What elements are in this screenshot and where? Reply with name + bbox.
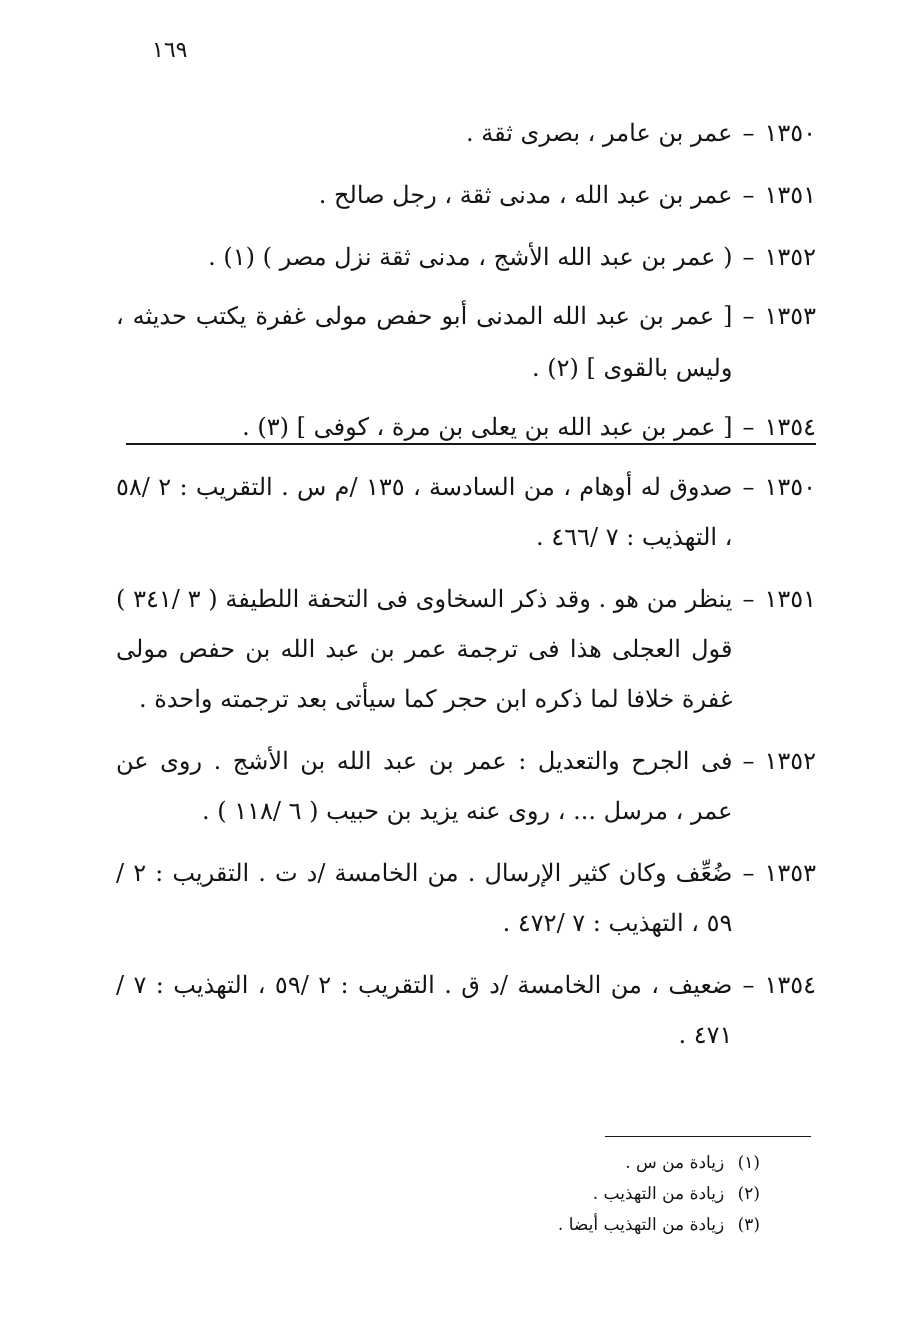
footnote-text: زيادة من التهذيب أيضا . — [557, 1215, 725, 1235]
main-entry — [116, 104, 816, 162]
note-dash: – — [742, 473, 755, 501]
note-number: ١٣٥٢ — [764, 747, 816, 775]
note-text: ينظر من هو . وقد ذكر السخاوى فى التحفة اللطيفة ( ٣ /٣٤١ ) قول العجلى هذا فى ترجمة عمر بن عبد الله بن حفص مولى غفرة خلافا لما ذكره ابن حجر كما سيأتى بعد ترجمته واحدة . — [116, 585, 733, 713]
section-divider — [126, 443, 816, 445]
entry-number: ١٣٥١ — [764, 181, 816, 209]
footnote-text: زيادة من التهذيب . — [592, 1184, 725, 1204]
main-entry — [116, 166, 816, 224]
note-text: ضعيف ، من الخامسة /د ق . التقريب : ٢ /٥٩ ، التهذيب : ٧ /٤٧١ . — [116, 971, 733, 1049]
footnote-mark: (٢) — [737, 1184, 760, 1204]
entry-dash: – — [742, 119, 755, 147]
entry-dash: – — [742, 413, 755, 441]
note-entry — [116, 462, 816, 562]
footnote-mark: (٣) — [737, 1215, 760, 1235]
footnote-text: زيادة من س . — [625, 1153, 725, 1173]
note-dash: – — [742, 747, 755, 775]
entry-number: ١٣٥٠ — [764, 119, 816, 147]
entry-text: [ عمر بن عبد الله المدنى أبو حفص مولى غفرة يكتب حديثه ، وليس بالقوى ] (٢) . — [116, 302, 733, 382]
note-number: ١٣٥٠ — [764, 473, 816, 501]
main-entry — [116, 290, 816, 394]
footnote-mark: (١) — [737, 1153, 760, 1173]
note-entry — [116, 960, 816, 1060]
footnote — [360, 1210, 760, 1241]
entry-number: ١٣٥٢ — [764, 243, 816, 271]
note-dash: – — [742, 585, 755, 613]
note-entry — [116, 848, 816, 948]
note-text: فى الجرح والتعديل : عمر بن عبد الله بن الأشج . روى عن عمر ، مرسل ... ، روى عنه يزيد بن حبيب ( ٦ /١١٨ ) . — [116, 747, 733, 825]
entry-number: ١٣٥٣ — [764, 302, 816, 330]
page-number: ١٦٩ — [152, 38, 188, 63]
entry-text: [ عمر بن عبد الله بن يعلى بن مرة ، كوفى ] (٣) . — [242, 413, 733, 441]
note-text: ضُعِّف وكان كثير الإرسال . من الخامسة /د ت . التقريب : ٢ /٥٩ ، التهذيب : ٧ /٤٧٢ . — [116, 859, 733, 937]
footnote-divider — [605, 1136, 811, 1137]
entry-number: ١٣٥٤ — [764, 413, 816, 441]
note-number: ١٣٥٤ — [764, 971, 816, 999]
entry-text: ( عمر بن عبد الله الأشج ، مدنى ثقة نزل مصر ) (١) . — [208, 243, 733, 271]
footnote — [360, 1148, 760, 1179]
main-entry — [116, 228, 816, 286]
entry-dash: – — [742, 302, 755, 330]
note-entry — [116, 736, 816, 836]
note-number: ١٣٥١ — [764, 585, 816, 613]
entry-text: عمر بن عامر ، بصرى ثقة . — [465, 119, 733, 147]
note-text: صدوق له أوهام ، من السادسة ، ١٣٥ /م س . التقريب : ٢ /٥٨ ، التهذيب : ٧ /٤٦٦ . — [116, 473, 733, 551]
note-dash: – — [742, 971, 755, 999]
footnote — [360, 1179, 760, 1210]
footnotes — [360, 1148, 760, 1241]
main-entries — [116, 104, 816, 460]
note-dash: – — [742, 859, 755, 887]
commentary-notes — [116, 462, 816, 1072]
main-entry — [116, 398, 816, 456]
note-number: ١٣٥٣ — [764, 859, 816, 887]
entry-text: عمر بن عبد الله ، مدنى ثقة ، رجل صالح . — [318, 181, 733, 209]
entry-dash: – — [742, 181, 755, 209]
entry-dash: – — [742, 243, 755, 271]
note-entry — [116, 574, 816, 724]
